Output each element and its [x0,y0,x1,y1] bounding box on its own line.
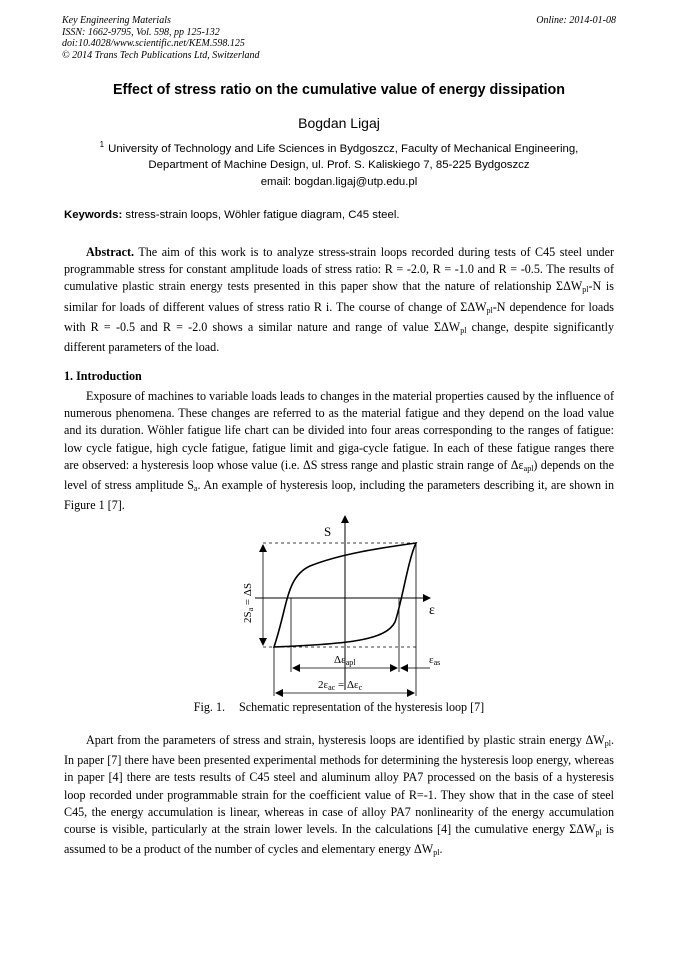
affiliation-mark: 1 [99,140,105,149]
para2-text-3: is assumed to be a product of the number of cycles and elementary energy ΔW [64,822,614,857]
issn-line: ISSN: 1662-9795, Vol. 598, pp 125-132 [62,26,220,38]
para2-sub-2: pl [595,828,602,838]
paper-title: Effect of stress ratio on the cumulative value of energy dissipation [112,82,566,98]
para2-text-2: . In paper [7] there have been presented experimental methods for determining the hysteresis loop energy, whereas in paper [4] there are tests results of C45 steel and aluminum alloy PA7 processed on the basis of a hysteresis loop recorded under programmable strain for the coefficient value of R=-1. They show that in the case of steel C45, the energy accumulation is linear, whereas in case of alloy PA7 nonlinearity of the energy accumulation course is visible, particularly at the strain lower levels. In the calculations [4] the cumulative energy ΣΔW [64,733,614,837]
author-name: Bogdan Ligaj [298,115,380,131]
hysteresis-loop-figure [230,510,450,700]
doi-line: doi:10.4028/www.scientific.net/KEM.598.125 [62,38,245,49]
abstract-text-3: -N dependence for loads with R = -0.5 and R = -2.0 shows a similar nature and range of value ΣΔW [64,299,614,334]
abstract-sub-3: pl [460,325,467,335]
abstract-text-2: -N is similar for loads of different values of stress ratio R i. The course of change of ΣΔW [64,279,614,314]
eas-label: εas [429,654,441,667]
journal-header [62,15,260,61]
abstract-text-1: The aim of this work is to analyze stress-strain loops recorded during tests of C45 steel under programmable stress for constant amplitude loads of stress ratio: R = -2.0, R = -1.0 and R = -0.5. The results of cumulative plastic strain energy tests presented in this paper show that the nature of relationship ΣΔW [64,245,614,294]
figure-caption-text: Schematic representation of the hysteresis loop [7] [239,700,485,714]
figure-number: Fig. 1. [193,700,226,714]
stress-range-label: 2Sa = ΔS [242,582,255,623]
intro-sub-2: a [193,484,198,494]
keywords [64,209,400,221]
intro-text-1: Exposure of machines to variable loads leads to changes in the material properties caused by the influence of numerous phenomena. These changes are referred to as the material fatigue and they depend on the load value and its duration. Wöhler fatigue life chart can be divided into four areas corresponding to the ranges of fatigue: low cycle fatigue, high cycle fatigue, fatigue limit and giga-cycle fatigue. In each of these fatigue ranges there are observed: a hysteresis loop whose value (i.e. ΔS stress range and plastic strain range of Δε [64,389,614,472]
section-heading-introduction: 1. Introduction [64,369,142,383]
para2-sub-3: pl [433,848,440,858]
plastic-strain-label: Δεapl [334,654,356,667]
intro-text-2: ) depends on the level of stress amplitude S [64,457,614,493]
abstract [64,244,614,356]
author-email: email: bogdan.ligaj@utp.edu.pl [260,176,418,188]
abstract-label: Abstract. [86,245,135,259]
keywords-label: Keywords: [64,209,123,221]
intro-text-3: . An example of hysteresis loop, including the parameters describing it, are shown in Figure 1 [7]. [64,478,614,513]
total-strain-label: 2εac = Δεc [318,679,363,692]
affiliation [0,137,678,173]
abstract-sub-2: pl [486,305,493,315]
online-date: Online: 2014-01-08 [536,15,616,26]
para2-sub-1: pl [604,739,611,748]
introduction-paragraph [64,388,614,514]
intro-sub-1: apl [523,463,534,473]
journal-name: Key Engineering Materials [62,15,171,26]
figure-caption [0,700,678,715]
affiliation-line-1: University of Technology and Life Sciences in Bydgoszcz, Faculty of Mechanical Engineering, [108,143,579,155]
keywords-text: stress-strain loops, Wöhler fatigue diagram, C45 steel. [125,209,400,221]
affiliation-line-2: Department of Machine Design, ul. Prof. S. Kaliskiego 7, 85-225 Bydgoszcz [148,159,530,171]
abstract-sub-1: pl [582,285,589,295]
copyright-line: © 2014 Trans Tech Publications Ltd, Switzerland [62,49,260,61]
abstract-text-4: change, despite significantly different parameters of the load. [64,319,614,355]
para2-text-4: . [439,842,443,857]
s-axis-label: S [324,524,332,539]
epsilon-axis-label: ε [429,603,435,618]
hysteresis-energy-paragraph [64,732,614,861]
para2-text-1: Apart from the parameters of stress and strain, hysteresis loops are identified by plastic strain energy ΔW [86,733,605,747]
